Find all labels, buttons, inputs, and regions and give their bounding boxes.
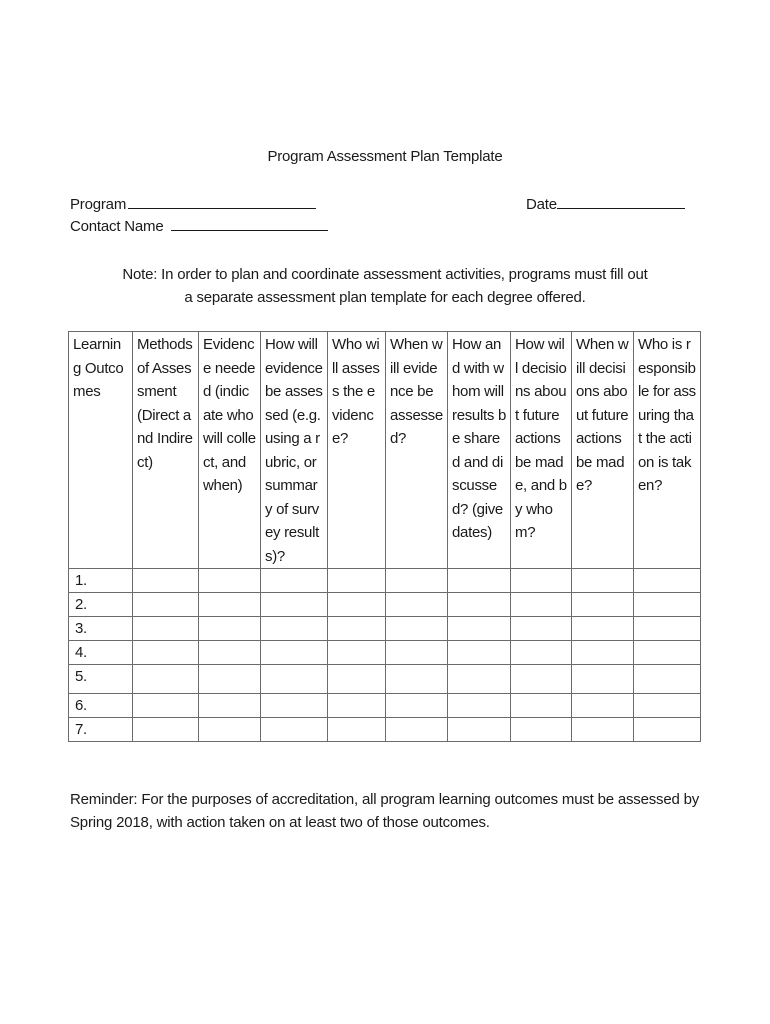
table-cell[interactable]: [133, 641, 199, 665]
table-cell[interactable]: [328, 694, 386, 718]
table-cell[interactable]: [572, 617, 634, 641]
table-cell[interactable]: [133, 617, 199, 641]
table-cell[interactable]: [328, 617, 386, 641]
table-cell[interactable]: [199, 665, 261, 694]
table-row: [69, 593, 701, 617]
table-cell[interactable]: [511, 665, 572, 694]
table-cell[interactable]: [572, 593, 634, 617]
table-cell[interactable]: [572, 718, 634, 742]
table-cell[interactable]: [328, 718, 386, 742]
program-label: Program: [70, 196, 127, 213]
table-cell[interactable]: [448, 694, 511, 718]
table-cell[interactable]: [386, 593, 448, 617]
table-cell[interactable]: [572, 665, 634, 694]
table-cell[interactable]: [634, 694, 701, 718]
table-cell[interactable]: [634, 665, 701, 694]
table-cell[interactable]: [386, 718, 448, 742]
table-cell[interactable]: [199, 569, 261, 593]
reminder-text: Reminder: For the purposes of accreditation, all program learning outcomes must be assessed by Spring 2018, with action taken on at least two of those outcomes.: [70, 791, 700, 831]
header-methods-of-assessment: Methods of Assessment (Direct and Indirect): [133, 332, 199, 569]
table-row: [69, 641, 701, 665]
table-cell[interactable]: [634, 641, 701, 665]
table-cell[interactable]: [261, 569, 328, 593]
row-number: 3.: [69, 617, 133, 641]
table-cell[interactable]: [511, 641, 572, 665]
assessment-plan-table: [68, 331, 701, 742]
table-cell[interactable]: [386, 641, 448, 665]
header-evidence-needed: Evidence needed (indicate who will collect, and when): [199, 332, 261, 569]
table-cell[interactable]: [634, 593, 701, 617]
table-cell[interactable]: [386, 617, 448, 641]
table-row: [69, 665, 701, 694]
row-number: 2.: [69, 593, 133, 617]
note-text: [0, 263, 770, 309]
date-blank: [557, 194, 685, 209]
table-cell[interactable]: [199, 718, 261, 742]
table-cell[interactable]: [448, 569, 511, 593]
header-decisions-when: When will decisions about future actions be made?: [572, 332, 634, 569]
table-cell[interactable]: [634, 617, 701, 641]
table-cell[interactable]: [511, 593, 572, 617]
table-cell[interactable]: [261, 641, 328, 665]
table-row: [69, 617, 701, 641]
table-cell[interactable]: [511, 617, 572, 641]
table-cell[interactable]: [133, 665, 199, 694]
table-cell[interactable]: [386, 694, 448, 718]
date-field: [526, 194, 685, 213]
note-line-2: a separate assessment plan template for each degree offered.: [184, 289, 586, 306]
table-cell[interactable]: [328, 641, 386, 665]
table-cell[interactable]: [199, 617, 261, 641]
contact-name-blank: [171, 216, 328, 231]
header-when-assessed: When will evidence be assessed?: [386, 332, 448, 569]
header-who-will-assess: Who will assess the evidence?: [328, 332, 386, 569]
table-cell[interactable]: [199, 593, 261, 617]
table-cell[interactable]: [261, 718, 328, 742]
table-cell[interactable]: [511, 694, 572, 718]
table-cell[interactable]: [448, 617, 511, 641]
table-cell[interactable]: [328, 569, 386, 593]
row-number: 4.: [69, 641, 133, 665]
header-who-responsible: Who is responsible for assuring that the action is taken?: [634, 332, 701, 569]
table-cell[interactable]: [634, 718, 701, 742]
date-label: Date: [526, 196, 557, 213]
table-row: [69, 718, 701, 742]
table-cell[interactable]: [261, 694, 328, 718]
table-row: [69, 569, 701, 593]
table-cell[interactable]: [133, 593, 199, 617]
header-decisions-how: How will decisions about future actions be made, and by whom?: [511, 332, 572, 569]
table-cell[interactable]: [133, 694, 199, 718]
table-cell[interactable]: [328, 593, 386, 617]
table-cell[interactable]: [634, 569, 701, 593]
table-cell[interactable]: [572, 694, 634, 718]
table-cell[interactable]: [511, 718, 572, 742]
table-cell[interactable]: [261, 665, 328, 694]
row-number: 6.: [69, 694, 133, 718]
header-results-shared: How and with whom will results be shared and discussed? (give dates): [448, 332, 511, 569]
note-line-1: Note: In order to plan and coordinate assessment activities, programs must fill out: [122, 266, 648, 283]
header-learning-outcomes: Learning Outcomes: [69, 332, 133, 569]
table-cell[interactable]: [328, 665, 386, 694]
header-how-assessed: How will evidence be assessed (e.g. using a rubric, or summary of survey results)?: [261, 332, 328, 569]
contact-name-field: [70, 216, 328, 235]
table-cell[interactable]: [448, 665, 511, 694]
row-number: 7.: [69, 718, 133, 742]
program-blank: [128, 194, 316, 209]
row-number: 1.: [69, 569, 133, 593]
table-cell[interactable]: [572, 641, 634, 665]
table-cell[interactable]: [261, 617, 328, 641]
table-cell[interactable]: [199, 694, 261, 718]
table-cell[interactable]: [572, 569, 634, 593]
table-cell[interactable]: [261, 593, 328, 617]
table-cell[interactable]: [448, 593, 511, 617]
document-title: Program Assessment Plan Template: [267, 148, 503, 165]
table-cell[interactable]: [386, 569, 448, 593]
contact-name-label: Contact Name: [70, 218, 164, 235]
row-number: 5.: [69, 665, 133, 694]
table-cell[interactable]: [448, 718, 511, 742]
table-header-row: [69, 332, 701, 569]
table-cell[interactable]: [511, 569, 572, 593]
table-cell[interactable]: [133, 569, 199, 593]
table-cell[interactable]: [448, 641, 511, 665]
program-field: [70, 194, 316, 213]
table-row: [69, 694, 701, 718]
table-cell[interactable]: [133, 718, 199, 742]
table-cell[interactable]: [386, 665, 448, 694]
table-cell[interactable]: [199, 641, 261, 665]
